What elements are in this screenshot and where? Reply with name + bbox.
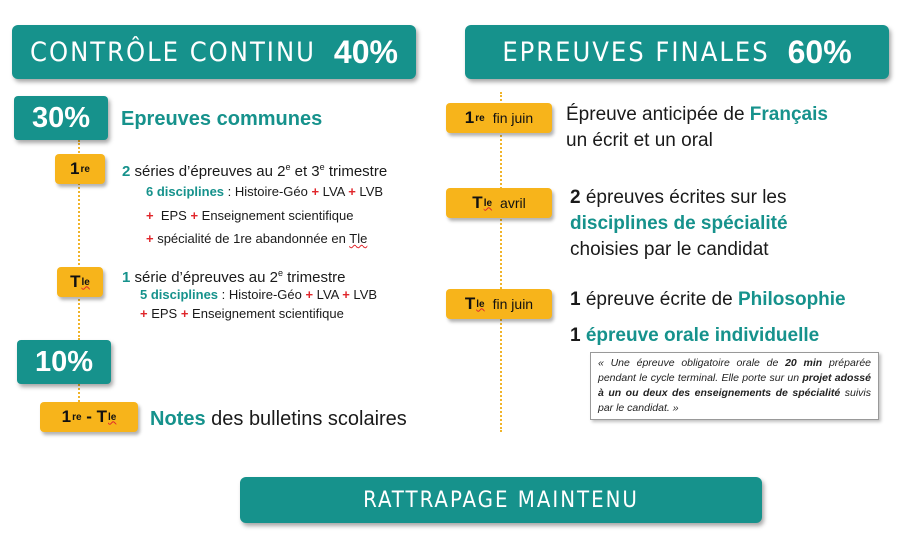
premiere-disciplines-label: 6 disciplines	[146, 184, 225, 199]
tag-r2-when: avril	[500, 195, 526, 211]
plus-icon: +	[190, 208, 199, 223]
tag-r1-sup: re	[475, 112, 485, 124]
francais-line	[566, 104, 828, 126]
francais-pre: Épreuve anticipée de	[566, 104, 750, 125]
specialite-text: spécialité de 1re abandonnée en	[153, 231, 350, 246]
quote-bold-1: 20 min	[785, 357, 823, 369]
epreuves-ecrites-num: 2	[570, 187, 581, 208]
tag-pt-b-sup: le	[108, 411, 117, 423]
notes-bulletins-line	[150, 408, 407, 431]
controle-continu-title: CONTRÔLE CONTINU	[30, 36, 316, 68]
tag-r3-main: T	[464, 294, 476, 313]
quote-bold-2: projet adossé à un ou deux des enseignements de spécialité	[598, 372, 871, 399]
plus-icon: +	[146, 208, 154, 223]
tag-pt-b: T	[96, 407, 108, 426]
terminale-disciplines-label: 5 disciplines	[140, 287, 219, 302]
terminale-series-line	[122, 268, 345, 286]
tag-pt-a: 1	[61, 407, 72, 426]
sup-e-3: e	[277, 268, 283, 278]
tag-r3-when: fin juin	[492, 296, 534, 312]
epreuves-finales-percent: 60%	[787, 33, 852, 70]
plus-icon: +	[348, 184, 356, 199]
premiere-disciplines-line	[146, 184, 383, 199]
rattrapage-label: RATTRAPAGE MAINTENU	[363, 487, 639, 513]
epreuves-ecrites-text: épreuves écrites sur les	[580, 187, 787, 208]
percent-30-box	[14, 96, 108, 140]
sup-e-1: e	[285, 162, 291, 172]
epreuves-finales-banner	[465, 25, 889, 79]
premiere-series-end: trimestre	[324, 163, 388, 180]
notes-rest: des bulletins scolaires	[205, 408, 407, 430]
philosophie-line	[570, 289, 846, 311]
grand-oral-quote-box	[590, 352, 879, 420]
francais-word: Français	[749, 104, 828, 125]
epreuves-communes-title: Epreuves communes	[121, 108, 323, 130]
epreuves-ecrites-line	[570, 187, 787, 209]
quote-part-1: « Une épreuve obligatoire orale de	[598, 357, 786, 369]
percent-30-label: 30%	[31, 101, 91, 134]
tag-premiere	[55, 154, 105, 184]
rattrapage-banner	[240, 477, 762, 523]
terminale-series-text: série d’épreuves au 2	[130, 269, 278, 286]
premiere-series-mid: et 3	[290, 163, 320, 180]
oral-text: épreuve orale individuelle	[580, 325, 820, 346]
tag-r1-when: fin juin	[492, 110, 534, 126]
lvb-label-2: LVB	[349, 287, 378, 302]
plus-icon: +	[146, 231, 154, 246]
premiere-series-text: séries d’épreuves au 2	[130, 163, 286, 180]
quote-part-2: préparée pendant le cycle terminal. Elle porte sur un	[598, 357, 871, 384]
lva-label: LVA	[319, 184, 349, 199]
tag-premiere-main: 1	[70, 159, 80, 178]
choisies-line: choisies par le candidat	[570, 239, 769, 260]
tag-r2-sup: le	[483, 197, 493, 209]
right-timeline	[500, 92, 502, 432]
tag-premiere-terminale	[40, 402, 138, 432]
notes-word: Notes	[150, 408, 206, 430]
premiere-series-line	[122, 162, 387, 180]
quote-part-3: suivis par le candidat. »	[598, 387, 871, 414]
tag-premiere-fin-juin	[446, 103, 552, 133]
oral-num: 1	[570, 325, 581, 346]
sci-label-2: Enseignement scientifique	[188, 306, 344, 321]
plus-icon: +	[311, 184, 320, 199]
tag-terminale-main: T	[70, 272, 81, 291]
tag-terminale-sup: le	[81, 276, 90, 288]
terminale-eps-line	[140, 306, 344, 321]
epreuves-finales-title: EPREUVES FINALES	[502, 36, 770, 68]
plus-icon: +	[342, 287, 350, 302]
tag-pt-a-sup: re	[72, 411, 82, 423]
philosophie-num: 1	[570, 289, 581, 310]
tag-r1-main: 1	[464, 108, 475, 127]
lvb-label: LVB	[355, 184, 384, 199]
plus-icon: +	[180, 306, 189, 321]
tag-pt-sep: -	[81, 407, 97, 426]
plus-icon: +	[305, 287, 314, 302]
premiere-disciplines-colon: : Histoire-Géo	[224, 184, 312, 199]
plus-icon: +	[140, 306, 148, 321]
controle-continu-percent: 40%	[333, 33, 398, 70]
tag-terminale-avril	[446, 188, 552, 218]
philosophie-pre: épreuve écrite de	[580, 289, 738, 310]
tag-terminale-fin-juin	[446, 289, 552, 319]
tag-terminale	[57, 267, 103, 297]
terminale-series-count: 1	[122, 269, 131, 286]
ecrit-oral-line: un écrit et un oral	[566, 130, 713, 151]
premiere-series-count: 2	[122, 163, 131, 180]
eps-label: EPS	[160, 208, 191, 223]
tag-premiere-sup: re	[80, 163, 90, 175]
lva-label-2: LVA	[313, 287, 343, 302]
terminale-disciplines-colon: : Histoire-Géo	[218, 287, 306, 302]
tle-word: Tle	[349, 231, 368, 246]
sci-label: Enseignement scientifique	[198, 208, 354, 223]
premiere-eps-line	[146, 208, 353, 223]
disciplines-specialite-line: disciplines de spécialité	[570, 213, 788, 234]
premiere-specialite-line	[146, 231, 367, 246]
terminale-disciplines-line	[140, 287, 377, 302]
percent-10-box	[17, 340, 111, 384]
controle-continu-banner	[12, 25, 416, 79]
percent-10-label: 10%	[34, 345, 94, 378]
tag-r2-main: T	[472, 193, 483, 212]
philosophie-word: Philosophie	[737, 289, 846, 310]
terminale-series-end: trimestre	[282, 269, 346, 286]
oral-individuel-line	[570, 325, 819, 347]
sup-e-2: e	[319, 162, 325, 172]
eps-label-2: EPS	[147, 306, 181, 321]
tag-r3-sup: le	[476, 298, 485, 310]
